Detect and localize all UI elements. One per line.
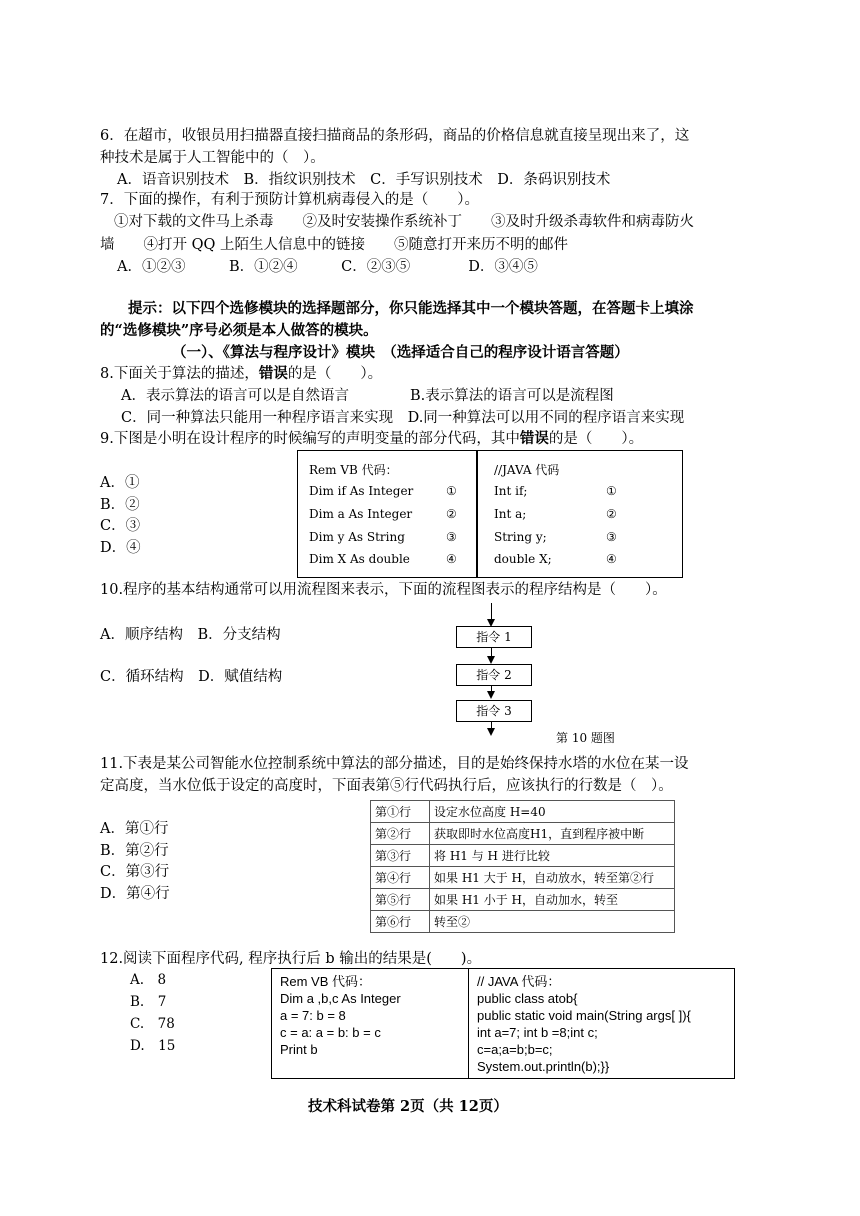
module-title: （一）、《算法与程序设计》模块 （选择适合自己的程序设计语言答题） (172, 344, 629, 361)
q7-line3: 墙 ④打开 QQ 上陌生人信息中的链接 ⑤随意打开来历不明的邮件 (100, 237, 568, 253)
row-desc: 设定水位高度 H=40 (430, 801, 675, 823)
q12-option-d: D. 15 (130, 1038, 176, 1054)
q9-stem: 9.下图是小明在设计程序的时候编写的声明变量的部分代码，其中错误的是（ ）。 (100, 430, 644, 447)
q9-java-mark: ② (606, 507, 617, 521)
q12-java-code (469, 969, 699, 1078)
row-label: 第③行 (371, 845, 430, 867)
table-row (371, 911, 675, 933)
code-line: System.out.println(b);}} (477, 1059, 610, 1074)
table-row (371, 845, 675, 867)
q7-line1: 7．下面的操作，有利于预防计算机病毒侵入的是（ ）。 (100, 192, 479, 208)
q11-option-c: C．第③行 (100, 864, 170, 880)
table-row (371, 867, 675, 889)
q10-option-cd: C．循环结构 D．赋值结构 (100, 669, 283, 685)
q9-vb-mark: ③ (446, 530, 457, 544)
q11-line1: 11.下表是某公司智能水位控制系统中算法的部分描述，目的是始终保持水塔的水位在某一设 (100, 756, 689, 772)
q6-line1: 6．在超市，收银员用扫描器直接扫描商品的条形码，商品的价格信息就直接呈现出来了，这 (100, 128, 690, 144)
q9-vb-line: Dim if As Integer (309, 484, 414, 498)
q11-line2: 定高度，当水位低于设定的高度时，下面表第⑤行代码执行后，应该执行的行数是（ ）。 (100, 778, 673, 794)
flow-step-1: 指令 1 (456, 626, 532, 648)
code-line: a = 7: b = 8 (280, 1008, 346, 1023)
page-footer: 技术科试卷第 2页（共 12页） (308, 1098, 508, 1115)
hint-line1: 提示：以下四个选修模块的选择题部分，你只能选择其中一个模块答题，在答题卡上填涂 (128, 300, 694, 317)
q12-option-b: B. 7 (130, 994, 167, 1010)
q9-option-a: A．① (100, 475, 140, 491)
q9-vb-mark: ④ (446, 552, 457, 566)
q9-java-mark: ④ (606, 552, 617, 566)
q8-option-b: B.表示算法的语言可以是流程图 (410, 388, 614, 404)
q9-option-c: C．③ (100, 518, 141, 534)
code-line: Dim a ,b,c As Integer (280, 991, 401, 1006)
q11-option-a: A．第①行 (100, 821, 169, 837)
q10-caption: 第 10 题图 (556, 731, 615, 745)
hint-line2: 的“选修模块”序号必须是本人做答的模块。 (100, 322, 378, 339)
q6-line2: 种技术是属于人工智能中的（ ）。 (100, 150, 325, 166)
q9-vb-mark: ② (446, 507, 457, 521)
row-desc: 如果 H1 小于 H，自动加水，转至 (430, 889, 675, 911)
row-label: 第④行 (371, 867, 430, 889)
row-desc: 如果 H1 大于 H，自动放水，转至第②行 (430, 867, 675, 889)
q9-java-line: Int if; (494, 484, 528, 498)
code-line: // JAVA 代码： (477, 974, 561, 989)
q9-java-line: Int a; (494, 507, 527, 521)
q10-option-ab: A．顺序结构 B．分支结构 (100, 627, 281, 643)
code-line: c=a;a=b;b=c; (477, 1042, 553, 1057)
q11-option-b: B．第②行 (100, 843, 169, 859)
q12-stem: 12.阅读下面程序代码, 程序执行后 b 输出的结果是( )。 (100, 951, 482, 967)
q9-java-line: double X; (494, 552, 552, 566)
q9-java-mark: ① (606, 484, 617, 498)
q9-java-header: //JAVA 代码 (494, 463, 560, 477)
q12-option-a: A. 8 (130, 972, 167, 988)
q9-vb-mark: ① (446, 484, 457, 498)
q6-options: A．语音识别技术 B．指纹识别技术 C．手写识别技术 D．条码识别技术 (117, 172, 611, 188)
row-label: 第①行 (371, 801, 430, 823)
row-label: 第⑤行 (371, 889, 430, 911)
q9-code-box (297, 450, 683, 578)
q7-options: A．①②③ B．①②④ C．②③⑤ D．③④⑤ (117, 259, 538, 275)
q8-option-cd: C．同一种算法只能用一种程序语言来实现 D.同一种算法可以用不同的程序语言来实现 (121, 410, 685, 426)
row-label: 第②行 (371, 823, 430, 845)
code-line: public class atob{ (477, 991, 578, 1006)
q9-vb-line: Dim a As Integer (309, 507, 413, 521)
q12-vb-code (272, 969, 469, 1078)
table-row (371, 823, 675, 845)
row-label: 第⑥行 (371, 911, 430, 933)
row-desc: 获取即时水位高度H1，直到程序被中断 (430, 823, 675, 845)
code-line: int a=7; int b =8;int c; (477, 1025, 598, 1040)
q8-stem: 8.下面关于算法的描述，错误的是（ ）。 (100, 365, 383, 382)
row-desc: 将 H1 与 H 进行比较 (430, 845, 675, 867)
q11-option-d: D．第④行 (100, 886, 170, 902)
q9-java-mark: ③ (606, 530, 617, 544)
q9-option-b: B．② (100, 497, 140, 513)
q9-vb-line: Dim X As double (309, 552, 410, 566)
code-line: public static void main(String args[ ]){ (477, 1008, 691, 1023)
code-line: Print b (280, 1042, 318, 1057)
code-line: c = a: a = b: b = c (280, 1025, 381, 1040)
code-line: Rem VB 代码： (280, 974, 372, 989)
q12-code-box (271, 968, 735, 1079)
q9-vb-line: Dim y As String (309, 530, 405, 544)
q8-option-a: A．表示算法的语言可以是自然语言 (121, 388, 349, 404)
q9-vb-header: Rem VB 代码： (309, 463, 398, 477)
table-row (371, 889, 675, 911)
q7-line2: ①对下载的文件马上杀毒 ②及时安装操作系统补丁 ③及时升级杀毒软件和病毒防火 (114, 214, 694, 230)
q10-stem: 10.程序的基本结构通常可以用流程图来表示，下面的流程图表示的程序结构是（ ）。 (100, 582, 667, 598)
table-row (371, 801, 675, 823)
q9-java-line: String y; (494, 530, 547, 544)
q12-option-c: C. 78 (130, 1016, 175, 1032)
row-desc: 转至② (430, 911, 675, 933)
q11-table (370, 800, 675, 933)
flow-step-2: 指令 2 (456, 664, 532, 686)
q9-option-d: D．④ (100, 540, 141, 556)
flow-step-3: 指令 3 (456, 700, 532, 722)
